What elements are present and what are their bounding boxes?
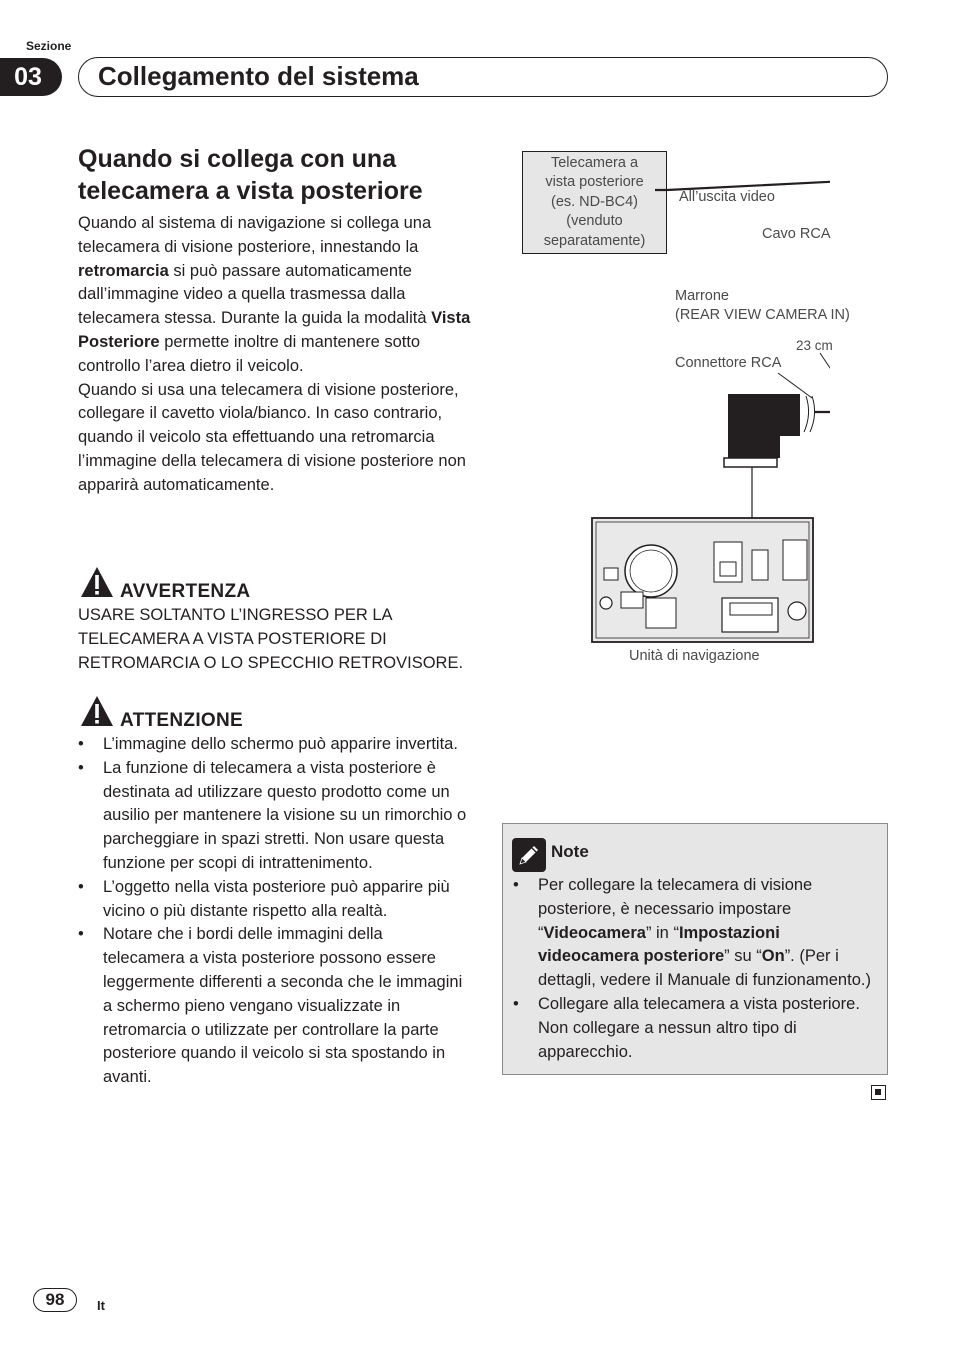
- text-run: si può passare automaticamente dall’immagine video a quella trasmessa dalla telecamera stessa. Durante la guida la modalità: [78, 261, 432, 328]
- camera-box-label: Telecamera a vista posteriore (es. ND-BC4) (venduto separatamente): [543, 154, 646, 249]
- leader-line: [820, 353, 830, 410]
- nav-unit-label: Unità di navigazione: [629, 648, 760, 664]
- end-of-section-icon: [871, 1085, 886, 1100]
- list-item: • L’oggetto nella vista posteriore può apparire più vicino o più distante rispetto alla realtà.: [78, 876, 468, 924]
- list-item: • Collegare alla telecamera a vista posteriore. Non collegare a nessun altro tipo di apparecchio.: [513, 993, 881, 1064]
- language-code: It: [97, 1298, 105, 1313]
- rear-view-camera-in-label: (REAR VIEW CAMERA IN): [675, 307, 850, 323]
- list-item: • La funzione di telecamera a vista posteriore è destinata ad utilizzare questo prodotto come un ausilio per mantenere la visione su un rimorchio o parcheggiare in spazi stretti. Non usare questa funzione per scopi di intrattenimento.: [78, 757, 468, 876]
- rca-cable-label: Cavo RCA: [762, 226, 831, 242]
- caution-triangle-icon: [80, 695, 114, 727]
- video-output-label: All’uscita video: [679, 189, 775, 205]
- bold-term: Videocamera: [543, 923, 646, 942]
- bold-term: Vista Posteriore: [78, 309, 471, 351]
- intro-text: [78, 212, 473, 498]
- rca-connector-label: Connettore RCA: [675, 355, 782, 371]
- note-heading: Note: [551, 842, 589, 861]
- page-heading: Quando si collega con una telecamera a vista posteriore: [78, 145, 423, 205]
- brown-wire-label: Marrone: [675, 288, 729, 304]
- text-run: ”. (Per i dettagli, vedere il Manuale di funzionamento.): [538, 947, 871, 990]
- text-run: ” in “: [645, 923, 679, 942]
- warning-heading: AVVERTENZA: [120, 581, 251, 602]
- cable-break-mark: [804, 396, 815, 432]
- caution-heading: ATTENZIONE: [120, 710, 243, 731]
- note-pencil-icon: [512, 838, 546, 872]
- bold-term: Impostazioni videocamera posteriore: [538, 923, 780, 966]
- nav-unit-panel: [592, 518, 813, 642]
- caution-list: [78, 733, 468, 1090]
- list-item: • Notare che i bordi delle immagini della telecamera a vista posteriore possono essere leggermente differenti a seconda che le immagini a schermo pieno vengano visualizzate in retromarcia o utilizzate per controllare la parte posteriore quando il veicolo si sta spostando in avanti.: [78, 923, 468, 1090]
- section-number-badge: 03: [0, 58, 62, 96]
- list-item: • L’immagine dello schermo può apparire invertita.: [78, 733, 468, 757]
- bold-term: retromarcia: [78, 261, 169, 280]
- length-label: 23 cm: [796, 338, 833, 353]
- connector-block: [728, 394, 800, 458]
- page-number: 98: [33, 1288, 77, 1312]
- intro-paragraph-1: [78, 212, 473, 379]
- section-label: Sezione: [26, 39, 72, 53]
- warning-triangle-icon: [80, 566, 114, 598]
- list-item: [513, 874, 881, 993]
- note-list: [513, 874, 881, 1064]
- text-run: ” su “: [724, 947, 762, 966]
- section-title: Collegamento del sistema: [98, 61, 419, 91]
- text-run: Quando al sistema di navigazione si collega una telecamera di visione posteriore, innestando la: [78, 214, 432, 256]
- warning-text: USARE SOLTANTO L’INGRESSO PER LA TELECAMERA A VISTA POSTERIORE DI RETROMARCIA O LO SPECCHIO RETROVISORE.: [78, 606, 464, 672]
- text-run: permette inoltre di mantenere sotto controllo l’area dietro il veicolo.: [78, 332, 421, 375]
- brown-lead: [814, 374, 830, 412]
- bold-term: On: [761, 947, 785, 966]
- intro-paragraph-2: Quando si usa una telecamera di visione posteriore, collegare il cavetto viola/bianco. In caso contrario, quando il veicolo sta effettuando una retromarcia l’immagine della telecamera di visione posteriore non apparirà automaticamente.: [78, 380, 466, 494]
- text-run: Per collegare la telecamera di visione posteriore, è necessario impostare “: [538, 876, 813, 942]
